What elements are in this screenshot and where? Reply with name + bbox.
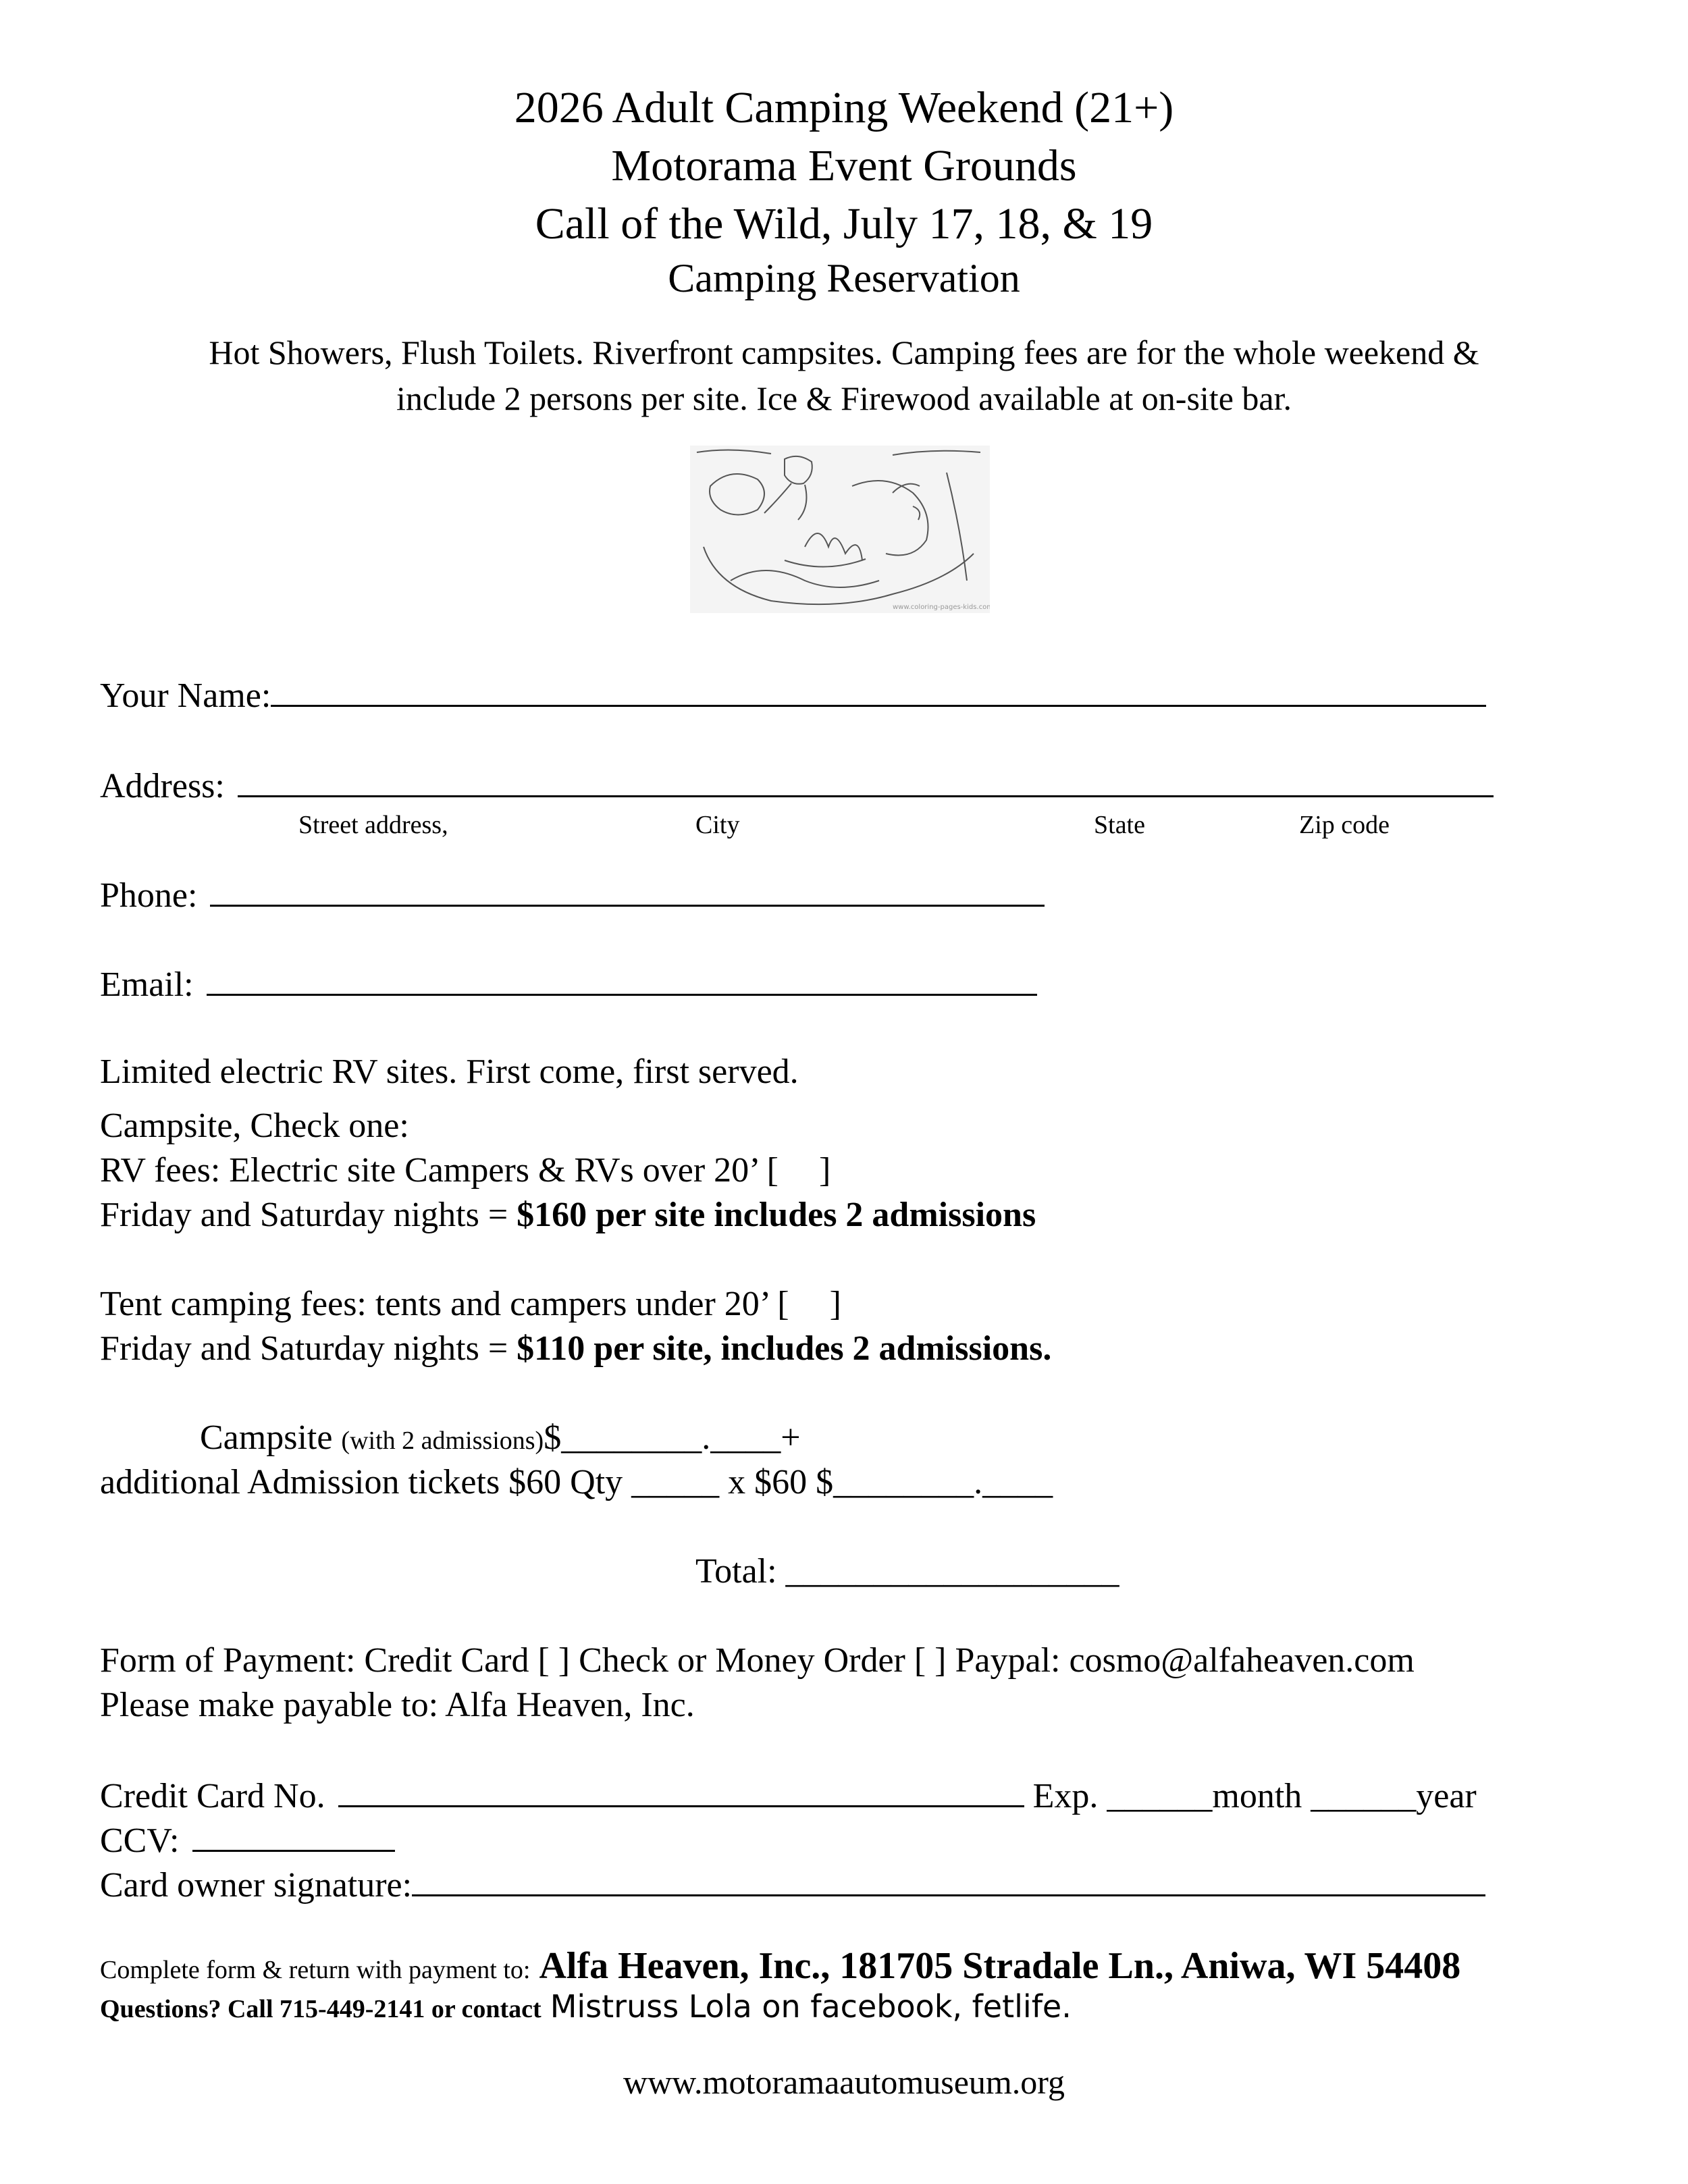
campsite-amount-row <box>200 1416 801 1462</box>
tent-checkbox-close: ] <box>829 1285 841 1323</box>
limited-note: Limited electric RV sites. First come, first served. <box>100 1053 799 1091</box>
phone-label: Phone: <box>100 876 198 915</box>
payable-to: Please make payable to: Alfa Heaven, Inc. <box>100 1686 695 1724</box>
rv-option-row <box>100 1149 830 1192</box>
ccv-field[interactable] <box>192 1817 395 1852</box>
additional-tickets-row[interactable]: additional Admission tickets $60 Qty _____ x $60 $________.____ <box>100 1463 1053 1501</box>
return-prefix: Complete form & return with payment to: <box>100 1956 531 1984</box>
event-title: 2026 Adult Camping Weekend (21+) <box>514 83 1174 132</box>
campsite-amount-label: Campsite <box>200 1418 333 1457</box>
campfire-dogs-illustration-icon <box>690 446 990 613</box>
address-field[interactable] <box>238 763 1494 797</box>
signature-field[interactable] <box>412 1862 1485 1896</box>
total-row[interactable]: Total: ___________________ <box>695 1552 1119 1591</box>
tent-price: $110 per site, includes 2 admissions. <box>517 1329 1052 1368</box>
campsite-amount-note: (with 2 admissions) <box>341 1427 544 1455</box>
rv-checkbox-close: ] <box>818 1151 831 1190</box>
event-dates: Call of the Wild, July 17, 18, & 19 <box>535 199 1153 248</box>
address-zip-caption: Zip code <box>1299 811 1390 839</box>
credit-card-label: Credit Card No. <box>100 1777 325 1815</box>
address-state-caption: State <box>1094 811 1145 839</box>
rv-price-row <box>100 1194 1036 1237</box>
page-subtitle: Camping Reservation <box>668 256 1020 300</box>
tent-price-row <box>100 1327 1051 1370</box>
campsite-amount-field[interactable]: $________.____+ <box>544 1418 801 1457</box>
questions-phone: Questions? Call 715-449-2141 or contact <box>100 1995 542 2023</box>
phone-field[interactable] <box>210 872 1045 907</box>
name-label: Your Name: <box>100 676 271 715</box>
ccv-label: CCV: <box>100 1821 180 1860</box>
ccv-row <box>100 1817 395 1863</box>
signature-row <box>100 1862 1485 1907</box>
tent-price-prefix: Friday and Saturday nights = <box>100 1329 517 1368</box>
name-row <box>100 672 1486 718</box>
email-label: Email: <box>100 965 194 1004</box>
website-link[interactable]: www.motoramaautomuseum.org <box>623 2063 1065 2101</box>
email-row <box>100 961 1037 1007</box>
rv-option-label: RV fees: Electric site Campers & RVs over 20’ [ <box>100 1151 779 1190</box>
intro-line-1: Hot Showers, Flush Toilets. Riverfront campsites. Camping fees are for the whole weekend & <box>209 334 1479 371</box>
email-field[interactable] <box>207 961 1037 996</box>
name-field[interactable] <box>271 672 1486 707</box>
return-address: Alfa Heaven, Inc., 181705 Stradale Ln., Aniwa, WI 54408 <box>539 1945 1461 1987</box>
credit-card-field[interactable] <box>338 1773 1024 1807</box>
rv-price-prefix: Friday and Saturday nights = <box>100 1196 517 1234</box>
rv-price: $160 per site includes 2 admissions <box>517 1196 1036 1234</box>
illustration-caption: www.coloring-pages-kids.com <box>893 604 990 611</box>
event-venue: Motorama Event Grounds <box>611 141 1077 190</box>
payment-method-row[interactable]: Form of Payment: Credit Card [ ] Check or Money Order [ ] Paypal: cosmo@alfaheaven.com <box>100 1641 1415 1680</box>
questions-line <box>100 1985 1072 2031</box>
tent-option-label: Tent camping fees: tents and campers under 20’ [ <box>100 1285 789 1323</box>
tent-option-row <box>100 1283 841 1326</box>
address-row <box>100 763 1494 808</box>
signature-label: Card owner signature: <box>100 1866 413 1905</box>
address-city-caption: City <box>695 811 740 839</box>
phone-row <box>100 872 1045 917</box>
credit-card-row <box>100 1773 1477 1818</box>
expiration-field[interactable]: Exp. ______month ______year <box>1032 1777 1477 1815</box>
address-label: Address: <box>100 767 225 805</box>
check-one-heading: Campsite, Check one: <box>100 1107 409 1145</box>
address-street-caption: Street address, <box>298 811 448 839</box>
intro-line-2: include 2 persons per site. Ice & Firewood available at on-site bar. <box>396 379 1292 417</box>
questions-contact: Mistruss Lola on facebook, fetlife. <box>550 1988 1072 2025</box>
